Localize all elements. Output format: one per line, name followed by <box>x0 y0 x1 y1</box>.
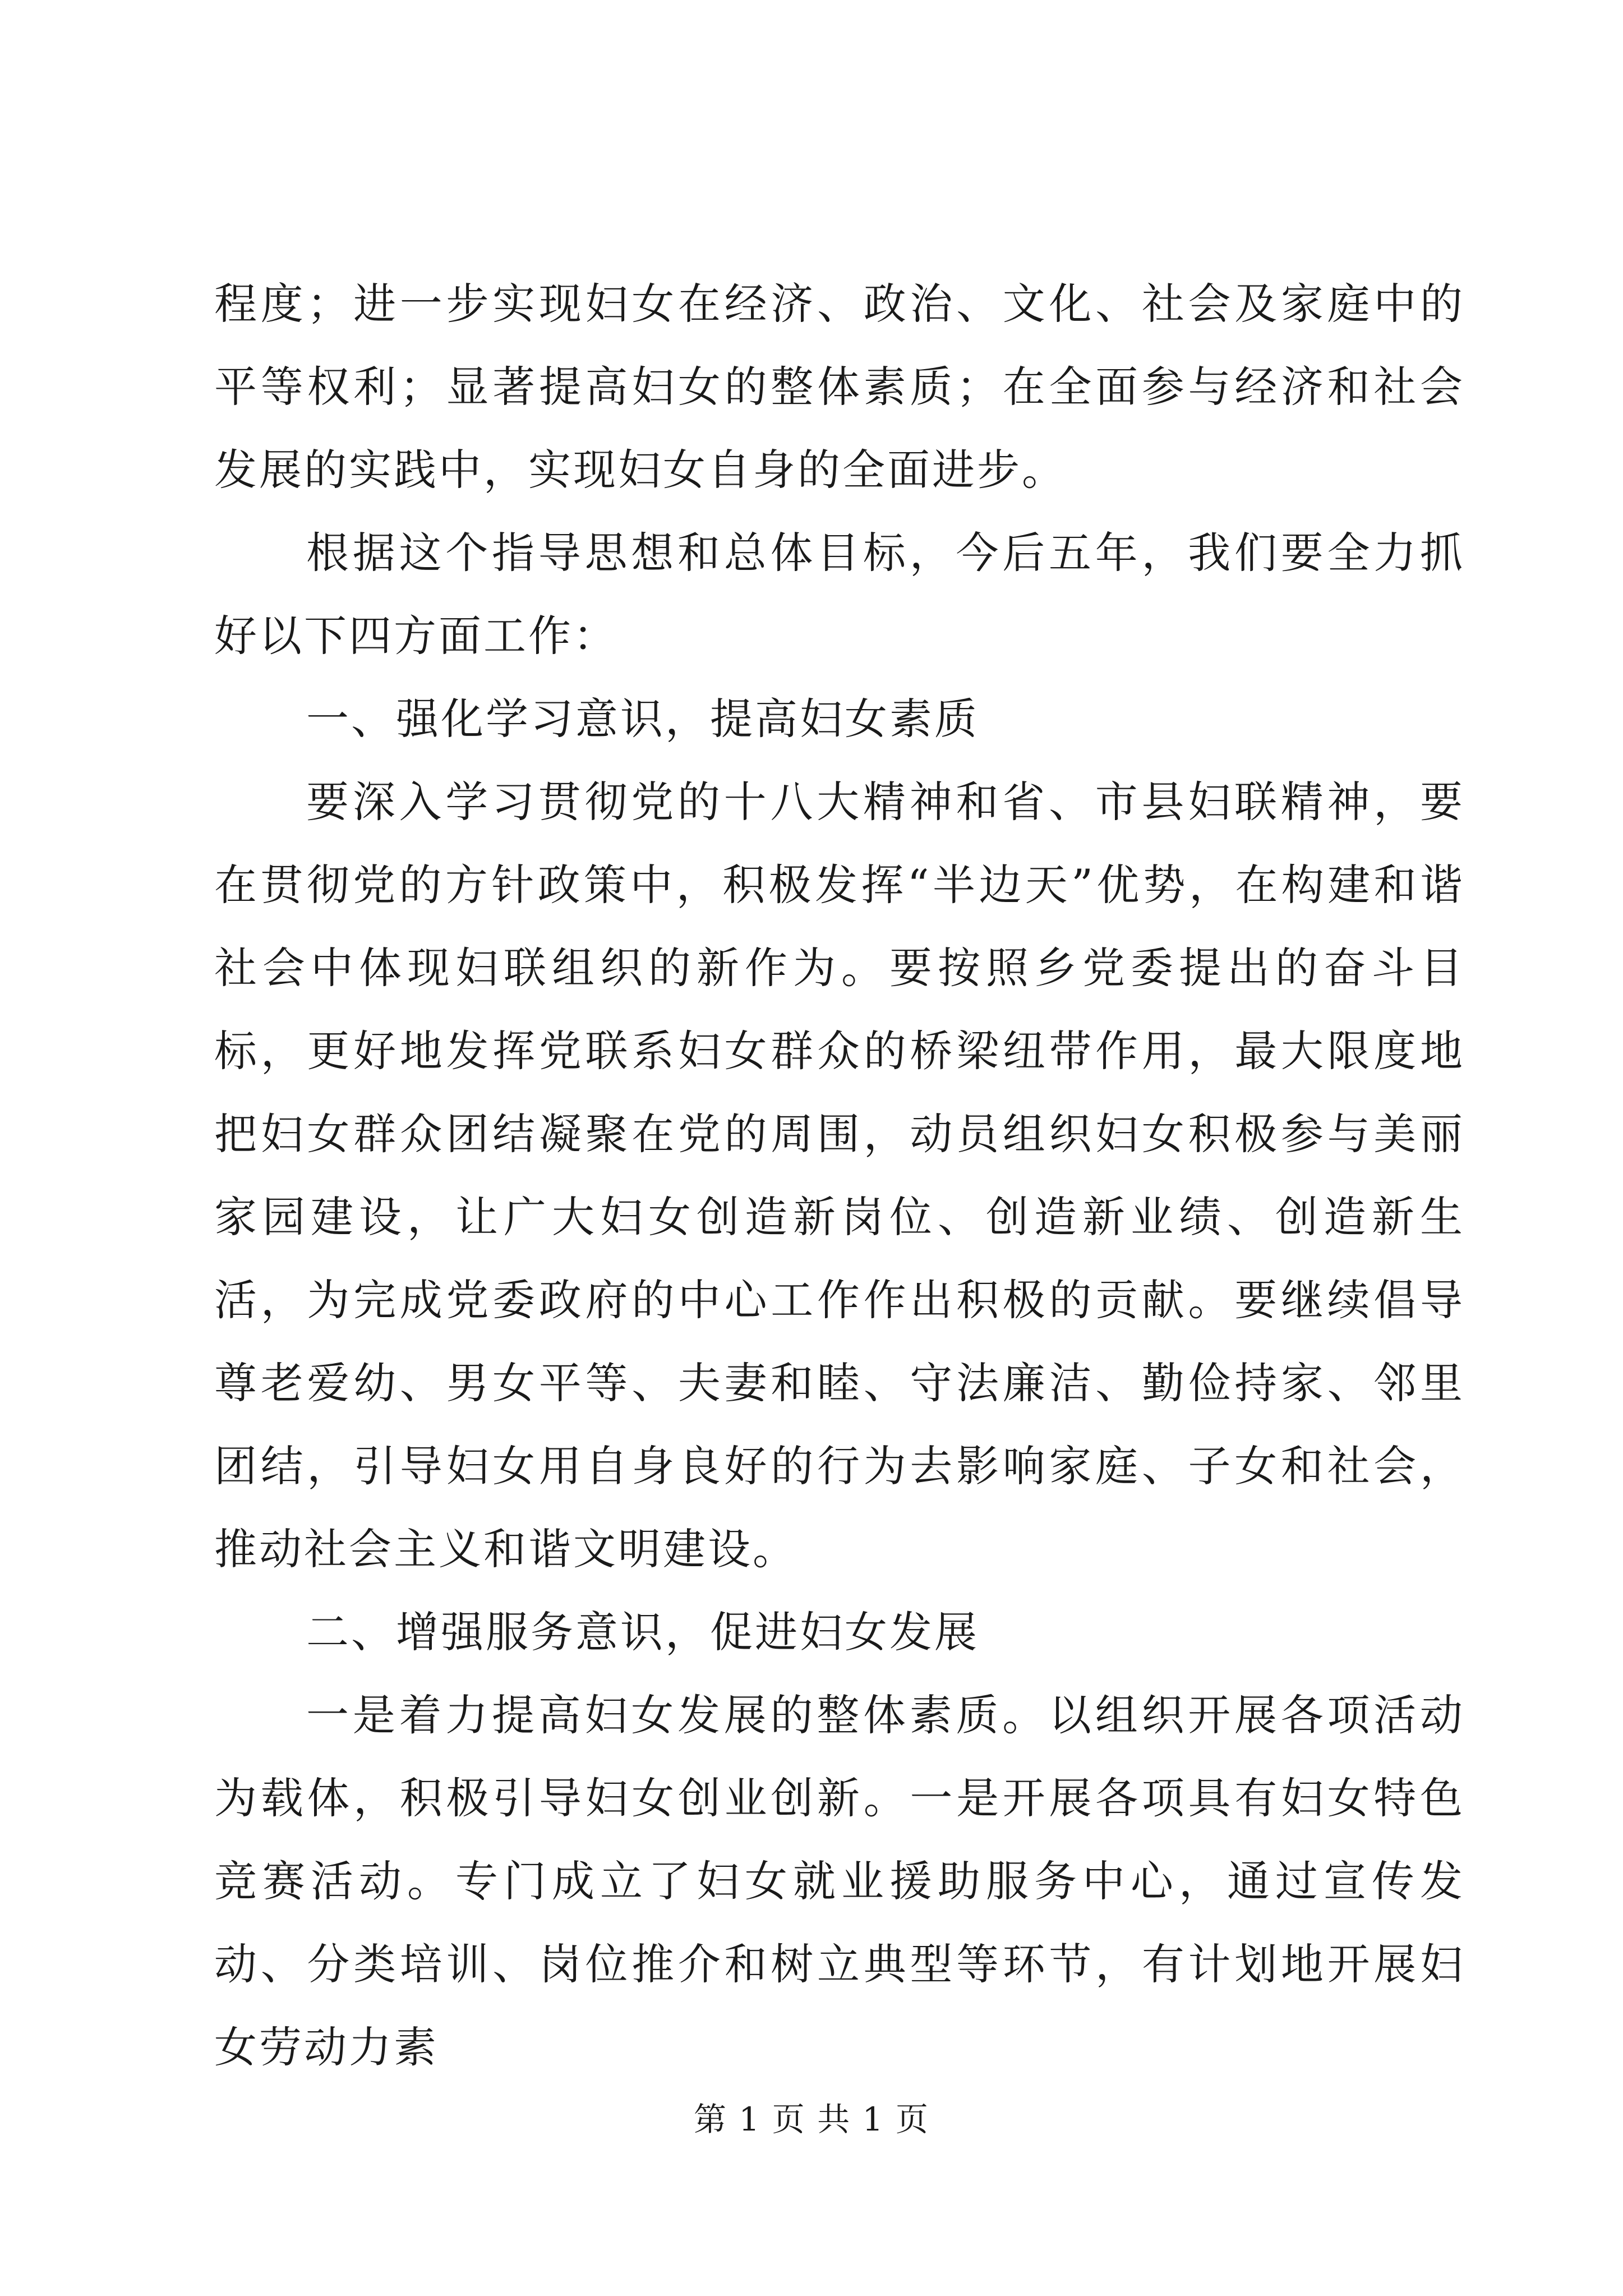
paragraph-section-1: 要深入学习贯彻党的十八大精神和省、市县妇联精神，要在贯彻党的方针政策中，积极发挥“半边天”优势，在构建和谐社会中体现妇联组织的新作为。要按照乡党委提出的奋斗目标，更好地发挥党联系妇女群众的桥梁纽带作用，最大限度地把妇女群众团结凝聚在党的周围，动员组织妇女积极参与美丽家园建设，让广大妇女创造新岗位、创造新业绩、创造新生活，为完成党委政府的中心工作作出积极的贡献。要继续倡导尊老爱幼、男女平等、夫妻和睦、守法廉洁、勤俭持家、邻里团结，引导妇女用自身良好的行为去影响家庭、子女和社会，推动社会主义和谐文明建设。 <box>214 777 1465 1574</box>
section-heading-1: 一、强化学习意识，提高妇女素质 <box>306 694 979 744</box>
page-number-footer: 第 1 页 共 1 页 <box>694 2100 929 2138</box>
paragraph-section-2: 一是着力提高妇女发展的整体素质。以组织开展各项活动为载体，积极引导妇女创业创新。一是开展各项具有妇女特色竞赛活动。专门成立了妇女就业援助服务中心，通过宣传发动、分类培训、岗位推介和树立典型等环节，有计划地开展妇女劳动力素 <box>214 1690 1465 2072</box>
section-heading-2: 二、增强服务意识，促进妇女发展 <box>306 1607 979 1657</box>
paragraph-intro: 根据这个指导思想和总体目标，今后五年，我们要全力抓好以下四方面工作： <box>214 528 1465 661</box>
document-body <box>214 263 1465 2089</box>
paragraph-continuation: 程度；进一步实现妇女在经济、政治、文化、社会及家庭中的平等权利；显著提高妇女的整体素质；在全面参与经济和社会发展的实践中，实现妇女自身的全面进步。 <box>214 279 1465 495</box>
